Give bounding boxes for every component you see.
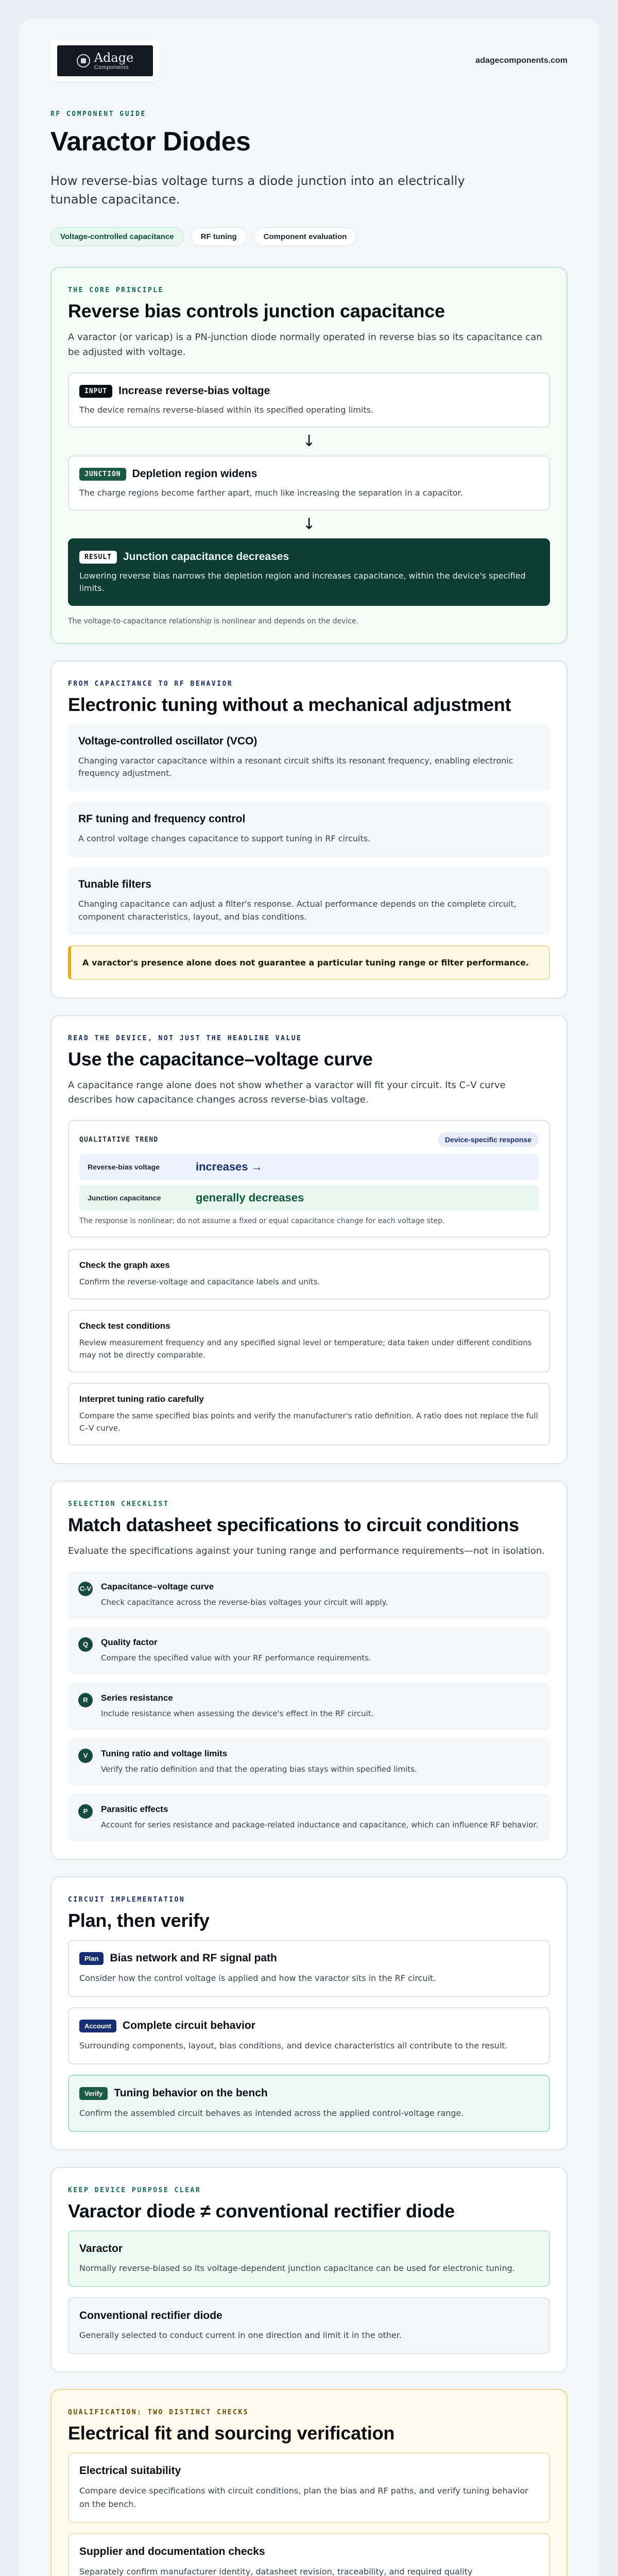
trend-row-value: generally decreases [196,1191,304,1205]
chip-rf-tuning[interactable]: RF tuning [191,227,247,246]
section-title: Electrical fit and sourcing verification [68,2422,395,2444]
logo-word: Adage [94,50,134,65]
checklist-title: Quality factor [101,1637,158,1647]
section-eyebrow: KEEP DEVICE PURPOSE CLEAR [68,2186,201,2194]
section-implementation [50,1876,568,2150]
step-tag: Verify [79,2087,108,2100]
section-eyebrow: SELECTION CHECKLIST [68,1500,169,1509]
checklist-item [68,1683,550,1730]
card-text: Normally reverse-biased so its voltage-dependent junction capacitance can be used for electronic tuning. [79,2263,515,2273]
card-text: A control voltage changes capacitance to support tuning in RF circuits. [78,834,371,844]
check-title: Check the graph axes [79,1260,170,1270]
checklist-text: Compare the specified value with your RF performance requirements. [101,1653,371,1663]
section-desc: A capacitance range alone does not show whether a varactor will fit your circuit. Its C–V curve describes how capacitance changes across reverse-bias voltage. [68,1079,506,1106]
check-text: Compare the same specified bias points and verify the manufacturer's ratio definition. A ratio does not replace the full C–V curve. [79,1411,538,1433]
trend-panel [68,1120,550,1238]
checklist-item [68,1627,550,1674]
step-title: Junction capacitance decreases [123,551,289,563]
section-eyebrow: CIRCUIT IMPLEMENTATION [68,1895,185,1904]
checklist-title: Tuning ratio and voltage limits [101,1748,228,1758]
checklist-text: Include resistance when assessing the device's effect in the RF circuit. [101,1708,374,1718]
step-title: Complete circuit behavior [123,2020,255,2032]
step-tag: Account [79,2020,116,2032]
section-device-purpose [50,2167,568,2372]
step-card-account [68,2007,550,2064]
flow-step-result [68,538,550,606]
trend-note: The response is nonlinear; do not assume a fixed or equal capacitance change for each voltage step. [79,1217,445,1226]
arrow-down-icon: ↓ [302,515,316,533]
step-text: The device remains reverse-biased within its specified operating limits. [79,404,374,415]
card-vco [68,724,550,792]
trend-row-value: increases → [196,1160,263,1174]
section-title: Electronic tuning without a mechanical adjustment [68,693,511,715]
step-title: Tuning behavior on the bench [114,2087,268,2099]
checklist-text: Account for series resistance and package-related inductance and capacitance, which can influence RF behavior. [101,1820,538,1829]
checklist-badge: R [78,1693,93,1707]
card-title: Varactor [79,2242,123,2255]
check-title: Interpret tuning ratio carefully [79,1394,204,1404]
card-title: Supplier and documentation checks [79,2546,265,2558]
section-title: Use the capacitance–voltage curve [68,1048,373,1070]
step-text: Lowering reverse bias narrows the depletion region and increases capacitance, within the device's specified limits. [79,570,526,593]
step-title: Bias network and RF signal path [110,1952,277,1964]
section-selection-checklist [50,1481,568,1860]
card-text: Compare device specifications with circuit conditions, plan the bias and RF paths, and verify tuning behavior on the bench. [79,2485,528,2509]
page [19,19,599,2576]
card-title: Voltage-controlled oscillator (VCO) [78,735,258,747]
section-rf-behavior [50,660,568,998]
card-title: RF tuning and frequency control [78,813,246,825]
checklist-badge: V [78,1749,93,1763]
step-text: Surrounding components, layout, bias conditions, and device characteristics all contribute to the result. [79,2040,508,2050]
section-qualification [50,2389,568,2576]
card-title: Tunable filters [78,878,151,890]
card-text: Changing varactor capacitance within a resonant circuit shifts its resonant frequency, enabling electronic frequency adjustment. [78,755,513,778]
section-footnote: The voltage-to-capacitance relationship is nonlinear and depends on the device. [68,617,359,625]
step-tag: INPUT [79,385,112,398]
logo-sub: Components [94,64,129,71]
page-title: Varactor Diodes [50,127,251,157]
checklist-title: Parasitic effects [101,1804,168,1814]
trend-row-label: Reverse-bias voltage [88,1163,160,1172]
logo-mark-icon [77,54,90,67]
section-eyebrow: THE CORE PRINCIPLE [68,286,164,294]
check-text: Review measurement frequency and any specified signal level or temperature; data taken under different conditions may not be directly comparable. [79,1338,532,1360]
section-title: Reverse bias controls junction capacitance [68,300,445,321]
card-title: Electrical suitability [79,2464,181,2477]
check-title: Check test conditions [79,1321,170,1331]
checklist-item [68,1738,550,1786]
warning-callout: A varactor's presence alone does not guarantee a particular tuning range or filter performance. [68,945,550,980]
chip-voltage-controlled-capacitance[interactable]: Voltage-controlled capacitance [50,227,184,246]
section-eyebrow: READ THE DEVICE, NOT JUST THE HEADLINE VALUE [68,1034,302,1042]
logo[interactable] [50,40,160,81]
trend-row-capacitance [79,1185,539,1211]
card-rf-tuning [68,802,550,857]
step-tag: Plan [79,1952,104,1965]
step-card-plan [68,1940,550,1997]
section-desc: A varactor (or varicap) is a PN-junction diode normally operated in reverse bias so its capacitance can be adjusted with voltage. [68,332,542,358]
checklist-title: Series resistance [101,1692,173,1703]
section-title: Plan, then verify [68,1909,210,1931]
card-varactor [68,2230,550,2287]
checklist-text: Verify the ratio definition and that the operating bias stays within specified limits. [101,1764,417,1774]
section-desc: Evaluate the specifications against your tuning range and performance requirements—not in isolation. [68,1546,545,1557]
section-eyebrow: QUALIFICATION: TWO DISTINCT CHECKS [68,2408,249,2416]
check-text: Confirm the reverse-voltage and capacitance labels and units. [79,1277,320,1287]
step-text: The charge regions become farther apart, much like increasing the separation in a capacitor. [79,487,463,498]
checklist-text: Check capacitance across the reverse-bias voltages your circuit will apply. [101,1597,388,1607]
hero [19,19,599,267]
topic-chips [50,227,568,246]
section-core-principle [50,267,568,644]
checklist-item [68,1794,550,1841]
logo-text [94,52,134,71]
arrow-down-icon: ↓ [302,432,316,450]
trend-row-voltage [79,1154,539,1180]
step-card-verify [68,2075,550,2132]
hero-lead: How reverse-bias voltage turns a diode junction into an electrically tunable capacitance. [50,174,465,207]
flow-step-input [68,372,550,428]
checklist-item [68,1571,550,1619]
card-text: Changing capacitance can adjust a filter's response. Actual performance depends on the complete circuit, component characteristics, layout, and bias conditions. [78,899,517,922]
step-title: Increase reverse-bias voltage [118,385,270,397]
card-text: Generally selected to conduct current in one direction and limit it in the other. [79,2330,402,2340]
check-card-test-conditions [68,1310,550,1372]
card-tunable-filters [68,867,550,935]
section-title: Varactor diode ≠ conventional rectifier diode [68,2200,455,2222]
chip-component-evaluation[interactable]: Component evaluation [254,227,357,246]
check-card-axes [68,1249,550,1299]
card-title: Conventional rectifier diode [79,2309,222,2321]
card-text: Separately confirm manufacturer identity, datasheet revision, traceability, and required quality [79,2567,473,2576]
status-badge: Device-specific response [438,1132,539,1147]
site-link[interactable]: adagecomponents.com [475,56,568,65]
step-tag: RESULT [79,551,117,564]
topbar [50,40,568,81]
section-eyebrow: FROM CAPACITANCE TO RF BEHAVIOR [68,680,233,688]
checklist-title: Capacitance–voltage curve [101,1581,214,1591]
step-title: Depletion region widens [132,468,258,480]
hero-eyebrow: RF COMPONENT GUIDE [50,110,146,118]
card-supplier-checks [68,2533,550,2576]
step-text: Consider how the control voltage is applied and how the varactor sits in the RF circuit. [79,1973,436,1983]
logo-image [57,45,153,76]
checklist-badge: C-V [78,1582,93,1596]
step-tag: JUNCTION [79,468,126,481]
card-electrical-suitability [68,2452,550,2523]
content [19,267,599,2576]
checklist-badge: P [78,1804,93,1819]
card-rectifier [68,2297,550,2354]
check-card-tuning-ratio [68,1383,550,1446]
checklist-badge: Q [78,1637,93,1652]
step-text: Confirm the assembled circuit behaves as intended across the applied control-voltage range. [79,2108,464,2118]
flow-step-junction [68,455,550,511]
section-title: Match datasheet specifications to circuit conditions [68,1514,519,1536]
trend-label: QUALITATIVE TREND [79,1136,159,1144]
trend-row-label: Junction capacitance [88,1194,161,1202]
section-cv-curve [50,1015,568,1465]
